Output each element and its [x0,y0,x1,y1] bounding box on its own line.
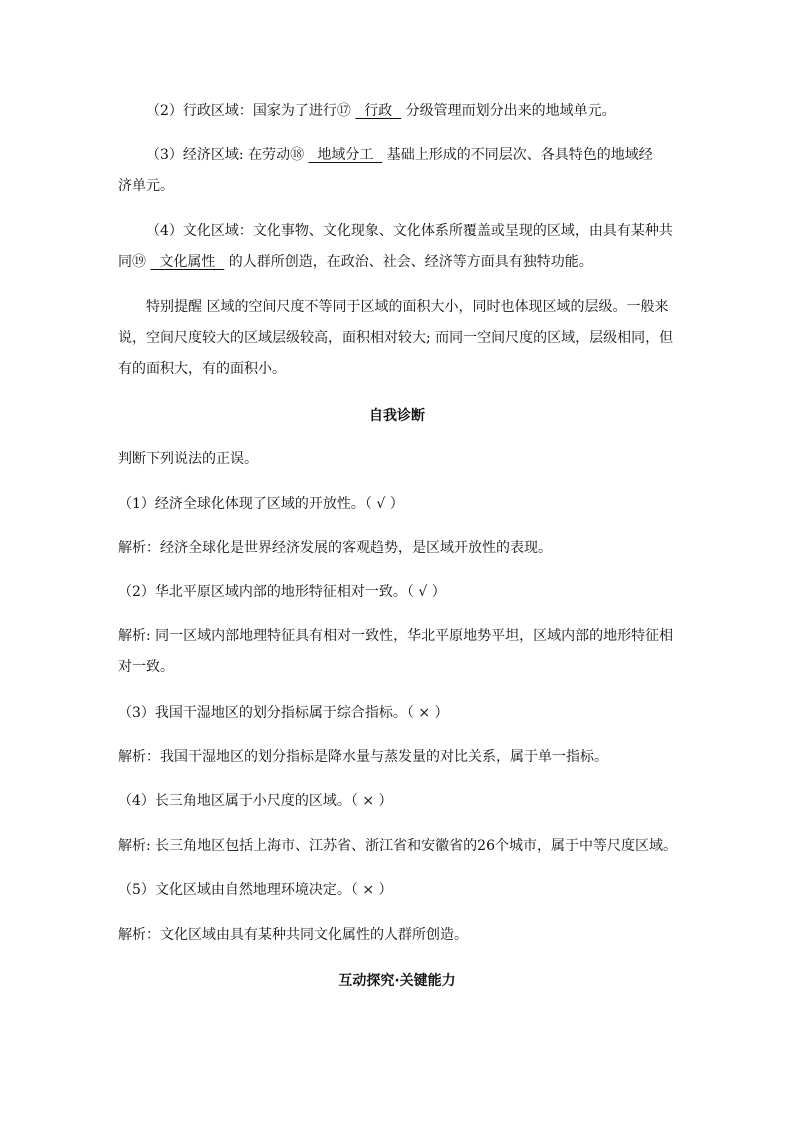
item-admin-region: （2）行政区域：国家为了进行⑰ 行政 分级管理而划分出来的地域单元。 [146,103,616,119]
reminder-line2: 说，空间尺度较大的区域层级较高，面积相对较大; 而同一空间尺度的区域，层级相同，但 [118,330,674,346]
item-economic-region: （3）经济区域: 在劳动⑱ 地域分工 基础上形成的不同层次、各具特色的地域经 [146,147,653,163]
reminder-line1: 特别提醒 区域的空间尺度不等同于区域的面积大小，同时也体现区域的层级。一般来 [146,299,669,315]
analysis-4: 解析: 长三角地区包括上海市、江苏省、浙江省和安徽省的26个城市，属于中等尺度区域。 [118,838,677,854]
answer-blank-18: 地域分工 [308,147,383,163]
item-cultural-region: （4）文化区域：文化事物、文化现象、文化体系所覆盖或呈现的区域，由具有某种共 [146,223,673,239]
question-1: （1）经济全球化体现了区域的开放性。（ √ ） [118,496,404,512]
analysis-1: 解析：经济全球化是世界经济发展的客观趋势，是区域开放性的表现。 [118,540,552,556]
answer-blank-19: 文化属性 [150,254,225,270]
item-economic-region-line2: 济单元。 [118,178,174,194]
analysis-5: 解析：文化区域由具有某种共同文化属性的人群所创造。 [118,927,468,943]
analysis-2-line2: 对一致。 [118,659,174,675]
question-4: （4）长三角地区属于小尺度的区域。（ × ） [118,793,393,809]
answer-mark: × [362,793,375,809]
analysis-3: 解析：我国干湿地区的划分指标是降水量与蒸发量的对比关系，属于单一指标。 [118,749,608,765]
answer-mark: × [362,882,375,898]
answer-mark: √ [376,496,386,512]
answer-mark: √ [418,584,428,600]
answer-mark: × [418,705,431,721]
analysis-2: 解析: 同一区域内部地理特征具有相对一致性，华北平原地势平坦，区域内部的地形特征相 [118,628,674,644]
answer-blank-17: 行政 [355,103,402,119]
section-heading-self-check: 自我诊断 [369,408,425,424]
question-5: （5）文化区域由自然地理环境决定。（ × ） [118,882,393,898]
question-2: （2）华北平原区域内部的地形特征相对一致。（ √ ） [118,584,446,600]
instruction: 判断下列说法的正误。 [118,451,258,467]
question-3: （3）我国干湿地区的划分指标属于综合指标。（ × ） [118,705,449,721]
reminder-line3: 有的面积大，有的面积小。 [118,361,286,377]
item-cultural-region-line2: 同⑲ 文化属性 的人群所创造，在政治、社会、经济等方面具有独特功能。 [118,254,593,270]
section-heading-key-ability: 互动探究·关键能力 [338,973,456,989]
